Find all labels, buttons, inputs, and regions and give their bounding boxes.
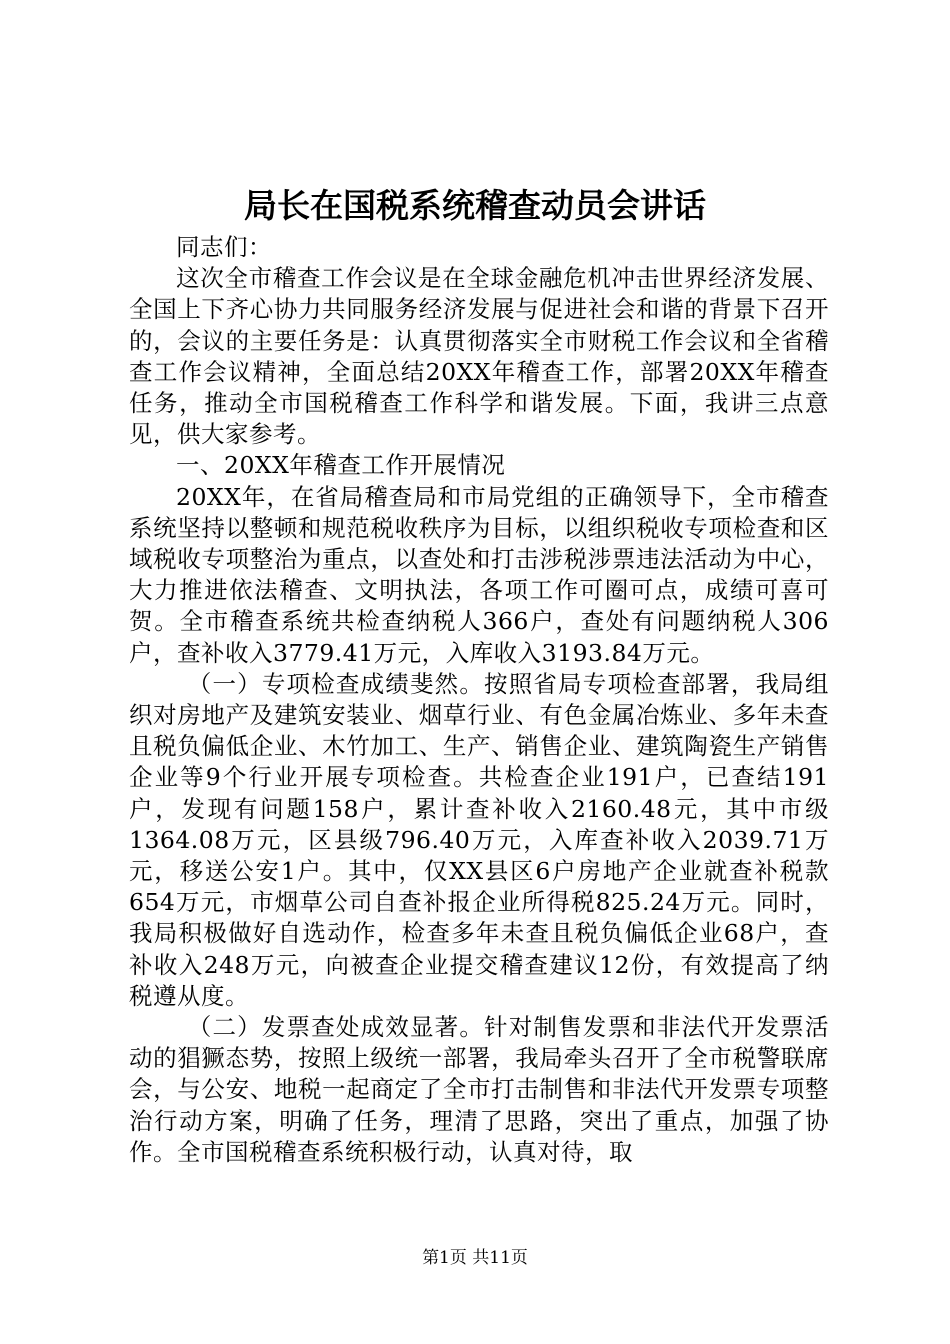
paragraph-summary: 20XX年，在省局稽查局和市局党组的正确领导下，全市稽查系统坚持以整顿和规范税收秩序为目标，以组织税收专项检查和区域税收专项整治为重点，以查处和打击涉税涉票违法活动为中心，大力推进依法稽查、文明执法，各项工作可圈可点，成绩可喜可贺。全市稽查系统共检查纳税人366户，查处有问题纳税人306户，查补收入3779.41万元，入库收入3193.84万元。 <box>129 482 829 667</box>
document-title: 局长在国税系统稽查动员会讲话 <box>244 186 706 225</box>
paragraph-invoice-investigation: （二）发票查处成效显著。针对制售发票和非法代开发票活动的猖獗态势，按照上级统一部署，我局牵头召开了全市税警联席会，与公安、地税一起商定了全市打击制售和非法代开发票专项整治行动方案，明确了任务，理清了思路，突出了重点，加强了协作。全市国税稽查系统积极行动，认真对待，取 <box>129 1013 829 1166</box>
paragraph-intro: 这次全市稽查工作会议是在全球金融危机冲击世界经济发展、全国上下齐心协力共同服务经济发展与促进社会和谐的背景下召开的，会议的主要任务是：认真贯彻落实全市财税工作会议和全省稽查工作会议精神，全面总结20XX年稽查工作，部署20XX年稽查任务，推动全市国税稽查工作科学和谐发展。下面，我讲三点意见，供大家参考。 <box>129 264 829 449</box>
paragraph-special-inspection: （一）专项检查成绩斐然。按照省局专项检查部署，我局组织对房地产及建筑安装业、烟草行业、有色金属冶炼业、多年未查且税负偏低企业、木竹加工、生产、销售企业、建筑陶瓷生产销售企业等9个行业开展专项检查。共检查企业191户，已查结191户，发现有问题158户，累计查补收入2160.48元，其中市级1364.08万元，区县级796.40万元，入库查补收入2039.71万元，移送公安1户。其中，仅XX县区6户房地产企业就查补税款654万元，市烟草公司自查补报企业所得税825.24万元。同时，我局积极做好自选动作，检查多年未查且税负偏低企业68户，查补收入248万元，向被查企业提交稽查建议12份，有效提高了纳税遵从度。 <box>129 669 829 1010</box>
page-number: 第1页 共11页 <box>422 1248 528 1268</box>
greeting: 同志们： <box>176 233 272 261</box>
section-heading-1: 一、20XX年稽查工作开展情况 <box>176 451 506 480</box>
document-body <box>129 232 829 1168</box>
